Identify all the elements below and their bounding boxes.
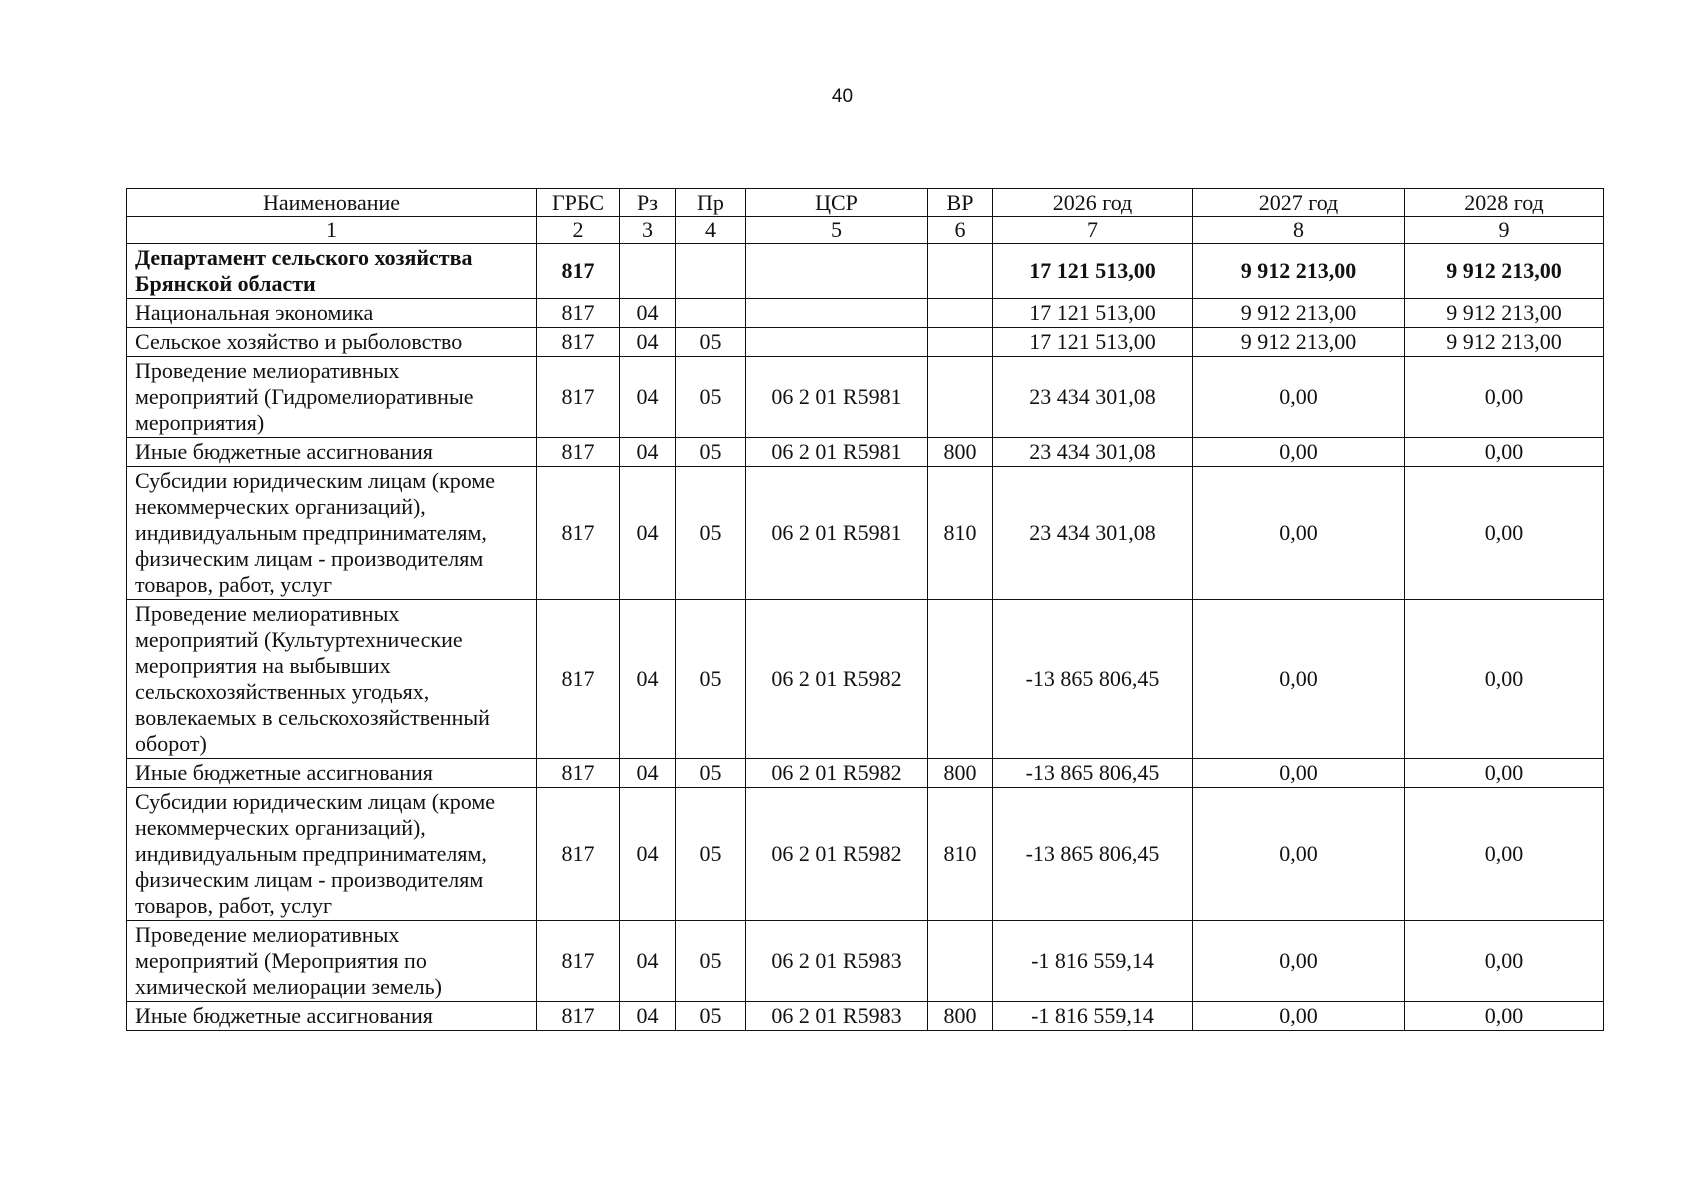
row-2026-cell: 23 434 301,08 [993, 357, 1193, 438]
row-vr-cell [928, 244, 993, 299]
row-pr-cell: 05 [676, 921, 746, 1002]
row-vr-cell: 800 [928, 759, 993, 788]
table-row [127, 921, 1604, 1002]
table-header-row [127, 189, 1604, 217]
row-2028-cell: 0,00 [1405, 921, 1604, 1002]
table-row [127, 467, 1604, 600]
row-name-cell: Проведение мелиоративных мероприятий (Гидромелиоративные мероприятия) [127, 357, 537, 438]
row-pr-cell: 05 [676, 788, 746, 921]
row-2027-cell: 0,00 [1193, 759, 1405, 788]
row-pr-cell: 05 [676, 600, 746, 759]
header-grbs: ГРБС [537, 189, 620, 217]
row-2028-cell: 0,00 [1405, 438, 1604, 467]
row-vr-cell: 810 [928, 467, 993, 600]
row-2027-cell: 9 912 213,00 [1193, 328, 1405, 357]
row-csr-cell [746, 244, 928, 299]
row-rz-cell: 04 [620, 357, 676, 438]
row-2028-cell: 0,00 [1405, 600, 1604, 759]
table-index-row [127, 217, 1604, 244]
row-csr-cell: 06 2 01 R5981 [746, 438, 928, 467]
row-2028-cell: 9 912 213,00 [1405, 328, 1604, 357]
row-grbs-cell: 817 [537, 759, 620, 788]
row-pr-cell: 05 [676, 467, 746, 600]
row-2026-cell: -1 816 559,14 [993, 1002, 1193, 1031]
row-rz-cell: 04 [620, 438, 676, 467]
row-pr-cell: 05 [676, 328, 746, 357]
row-2028-cell: 0,00 [1405, 467, 1604, 600]
row-2026-cell: 17 121 513,00 [993, 244, 1193, 299]
row-2026-cell: 17 121 513,00 [993, 328, 1193, 357]
row-rz-cell: 04 [620, 759, 676, 788]
row-rz-cell: 04 [620, 788, 676, 921]
row-2026-cell: -13 865 806,45 [993, 600, 1193, 759]
row-2026-cell: 17 121 513,00 [993, 299, 1193, 328]
row-csr-cell: 06 2 01 R5981 [746, 467, 928, 600]
table-row [127, 438, 1604, 467]
index-cell: 2 [537, 217, 620, 244]
row-name-cell: Проведение мелиоративных мероприятий (Культуртехнические мероприятия на выбывших сельскохозяйственных угодьях, вовлекаемых в сельскохозяйственный оборот) [127, 600, 537, 759]
index-cell: 4 [676, 217, 746, 244]
row-2027-cell: 0,00 [1193, 357, 1405, 438]
table-row [127, 788, 1604, 921]
row-2028-cell: 9 912 213,00 [1405, 244, 1604, 299]
row-name-cell: Субсидии юридическим лицам (кроме некоммерческих организаций), индивидуальным предпринимателям, физическим лицам - производителям товаров, работ, услуг [127, 788, 537, 921]
row-2028-cell: 0,00 [1405, 788, 1604, 921]
row-csr-cell: 06 2 01 R5982 [746, 600, 928, 759]
row-rz-cell: 04 [620, 467, 676, 600]
row-vr-cell [928, 921, 993, 1002]
row-grbs-cell: 817 [537, 1002, 620, 1031]
index-cell: 3 [620, 217, 676, 244]
row-csr-cell: 06 2 01 R5983 [746, 921, 928, 1002]
header-name: Наименование [127, 189, 537, 217]
budget-table [126, 188, 1604, 1031]
table-row [127, 299, 1604, 328]
row-grbs-cell: 817 [537, 299, 620, 328]
row-pr-cell [676, 244, 746, 299]
row-2027-cell: 0,00 [1193, 600, 1405, 759]
row-csr-cell [746, 299, 928, 328]
row-csr-cell [746, 328, 928, 357]
row-grbs-cell: 817 [537, 244, 620, 299]
header-pr: Пр [676, 189, 746, 217]
row-pr-cell: 05 [676, 357, 746, 438]
header-rz: Рз [620, 189, 676, 217]
row-rz-cell [620, 244, 676, 299]
header-2026: 2026 год [993, 189, 1193, 217]
row-pr-cell: 05 [676, 438, 746, 467]
row-name-cell: Национальная экономика [127, 299, 537, 328]
table-row [127, 328, 1604, 357]
row-2027-cell: 0,00 [1193, 438, 1405, 467]
row-2026-cell: 23 434 301,08 [993, 438, 1193, 467]
index-cell: 9 [1405, 217, 1604, 244]
header-vr: ВР [928, 189, 993, 217]
row-csr-cell: 06 2 01 R5981 [746, 357, 928, 438]
row-name-cell: Иные бюджетные ассигнования [127, 1002, 537, 1031]
table-row [127, 600, 1604, 759]
table-row [127, 244, 1604, 299]
row-csr-cell: 06 2 01 R5983 [746, 1002, 928, 1031]
row-2028-cell: 0,00 [1405, 1002, 1604, 1031]
row-2028-cell: 9 912 213,00 [1405, 299, 1604, 328]
row-pr-cell [676, 299, 746, 328]
row-csr-cell: 06 2 01 R5982 [746, 759, 928, 788]
row-grbs-cell: 817 [537, 600, 620, 759]
row-2026-cell: 23 434 301,08 [993, 467, 1193, 600]
row-rz-cell: 04 [620, 1002, 676, 1031]
row-name-cell: Проведение мелиоративных мероприятий (Мероприятия по химической мелиорации земель) [127, 921, 537, 1002]
row-pr-cell: 05 [676, 1002, 746, 1031]
row-2026-cell: -13 865 806,45 [993, 788, 1193, 921]
row-vr-cell: 800 [928, 438, 993, 467]
row-vr-cell: 800 [928, 1002, 993, 1031]
row-2026-cell: -1 816 559,14 [993, 921, 1193, 1002]
row-rz-cell: 04 [620, 600, 676, 759]
row-name-cell: Иные бюджетные ассигнования [127, 759, 537, 788]
row-name-cell: Сельское хозяйство и рыболовство [127, 328, 537, 357]
row-grbs-cell: 817 [537, 328, 620, 357]
row-rz-cell: 04 [620, 921, 676, 1002]
table-row [127, 357, 1604, 438]
row-2028-cell: 0,00 [1405, 357, 1604, 438]
header-2027: 2027 год [1193, 189, 1405, 217]
header-2028: 2028 год [1405, 189, 1604, 217]
row-vr-cell [928, 600, 993, 759]
row-grbs-cell: 817 [537, 357, 620, 438]
row-2027-cell: 0,00 [1193, 788, 1405, 921]
row-name-cell: Иные бюджетные ассигнования [127, 438, 537, 467]
row-grbs-cell: 817 [537, 438, 620, 467]
row-name-cell: Субсидии юридическим лицам (кроме некоммерческих организаций), индивидуальным предпринимателям, физическим лицам - производителям товаров, работ, услуг [127, 467, 537, 600]
row-pr-cell: 05 [676, 759, 746, 788]
index-cell: 1 [127, 217, 537, 244]
header-csr: ЦСР [746, 189, 928, 217]
index-cell: 6 [928, 217, 993, 244]
row-grbs-cell: 817 [537, 788, 620, 921]
row-vr-cell [928, 299, 993, 328]
row-grbs-cell: 817 [537, 921, 620, 1002]
row-2027-cell: 0,00 [1193, 921, 1405, 1002]
row-grbs-cell: 817 [537, 467, 620, 600]
index-cell: 7 [993, 217, 1193, 244]
table-row [127, 1002, 1604, 1031]
row-rz-cell: 04 [620, 299, 676, 328]
row-2028-cell: 0,00 [1405, 759, 1604, 788]
index-cell: 8 [1193, 217, 1405, 244]
row-rz-cell: 04 [620, 328, 676, 357]
row-name-cell: Департамент сельского хозяйства Брянской области [127, 244, 537, 299]
row-2027-cell: 9 912 213,00 [1193, 299, 1405, 328]
row-csr-cell: 06 2 01 R5982 [746, 788, 928, 921]
row-2027-cell: 0,00 [1193, 1002, 1405, 1031]
row-2026-cell: -13 865 806,45 [993, 759, 1193, 788]
page-number: 40 [831, 86, 854, 107]
index-cell: 5 [746, 217, 928, 244]
row-vr-cell: 810 [928, 788, 993, 921]
table-row [127, 759, 1604, 788]
row-vr-cell [928, 328, 993, 357]
row-vr-cell [928, 357, 993, 438]
row-2027-cell: 0,00 [1193, 467, 1405, 600]
row-2027-cell: 9 912 213,00 [1193, 244, 1405, 299]
